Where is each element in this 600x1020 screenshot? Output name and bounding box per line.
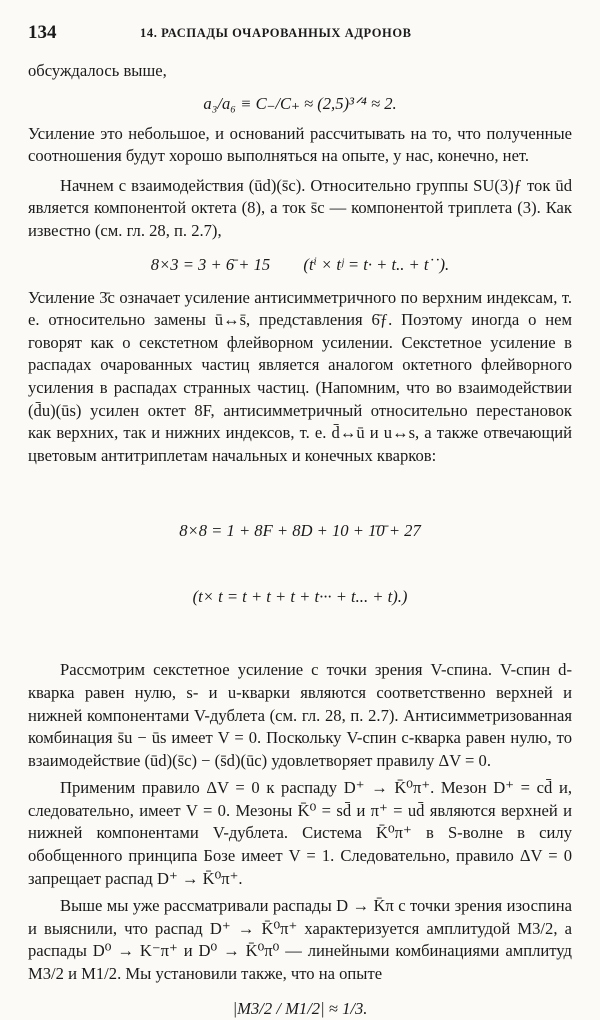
paragraph-5: Рассмотрим секстетное усиление с точки зрения V-спина. V-спин d-кварка равен нулю, s- и u-кварки являются соответственно верхней и нижней компонентами V-дублета (см. гл. 28, п. 2.7). Антисимметризованная комбинация s̄u − ūs имеет V = 0. Поскольку V-спин c-кварка равен нулю, то взаимодействие (ūd)(s̄c) − (s̄d)(ūc) удовлетворяет правилу ΔV = 0.: [28, 660, 572, 770]
page-header: [28, 22, 572, 48]
equation-2: 8×3 = 3 + 6̄ + 15 (tⁱ × tʲ = t· + t.. + t˙˙).: [150, 254, 450, 274]
paragraph-3: Начнем с взаимодействия (ūd)(s̄c). Относительно группы SU(3)ƒ ток ūd является компонентой октета (8), а ток s̄c — компонентой триплета (3). Как известно (см. гл. 28, п. 2.7),: [28, 175, 572, 240]
paragraph-1: обсуждалось выше,: [28, 61, 167, 80]
equation-3-line-2: (t× t = t + t + t + t··· + t... + t).): [192, 587, 408, 607]
page-body: [28, 60, 572, 1020]
paragraph-6: Применим правило ΔV = 0 к распаду D⁺ → K̄⁰π⁺. Мезон D⁺ = cd̄ и, следовательно, имеет V = 0. Мезоны K̄⁰ = sd̄ и π⁺ = ud̄ являются верхней и нижней компонентами V-дублета. Система K̄⁰π⁺ в S-волне в силу обобщенного принципа Бозе имеет V = 1. Следовательно, правило ΔV = 0 запрещает распад D⁺ → K̄⁰π⁺.: [28, 778, 572, 888]
page-number: 134: [28, 22, 57, 43]
paragraph-2: Усиление это небольшое, и оснований рассчитывать на то, что полученные соотношения будут хорошо выполняться на опыте, у нас, конечно, нет.: [28, 123, 572, 166]
equation-3: [28, 476, 572, 652]
equation-3-line-1: 8×8 = 1 + 8F + 8D + 10 + 1̄0̄ + 27: [179, 521, 421, 541]
paragraph-4: Усиление 3̄c означает усиление антисимметричного по верхним индексам, т. е. относительно замены ū↔s̄, представления 6̄ƒ. Поэтому иногда о нем говорят как о секстетном флейворном усилении. Секстетное усиление в распадах очарованных частиц является аналогом октетного флейворного усиления в распадах странных частиц. (Напомним, что во взаимодействии (d̄u)(ūs) усилен октет 8F, антисимметричный относительно перестановок как верхних, так и нижних индексов, т. е. d̄↔ū и u↔s, а также отвечающий цветовым антитриплетам начальных и конечных кварков:: [28, 287, 572, 465]
paragraph-7: Выше мы уже рассматривали распады D → K̄π с точки зрения изоспина и выяснили, что распад D⁺ → K̄⁰π⁺ характеризуется амплитудой M3/2, а распады D⁰ → K⁻π⁺ и D⁰ → K̄⁰π⁰ — линейными комбинациями амплитуд M3/2 и M1/2. Мы установили также, что на опыте: [28, 896, 572, 984]
equation-4: |M3/2 / M1/2| ≈ 1/3.: [232, 998, 368, 1018]
equation-1: a₃/a₆ ≡ C₋/C₊ ≈ (2,5)³ᐟ⁴ ≈ 2.: [203, 93, 397, 113]
running-title: 14. РАСПАДЫ ОЧАРОВАННЫХ АДРОНОВ: [140, 26, 412, 40]
